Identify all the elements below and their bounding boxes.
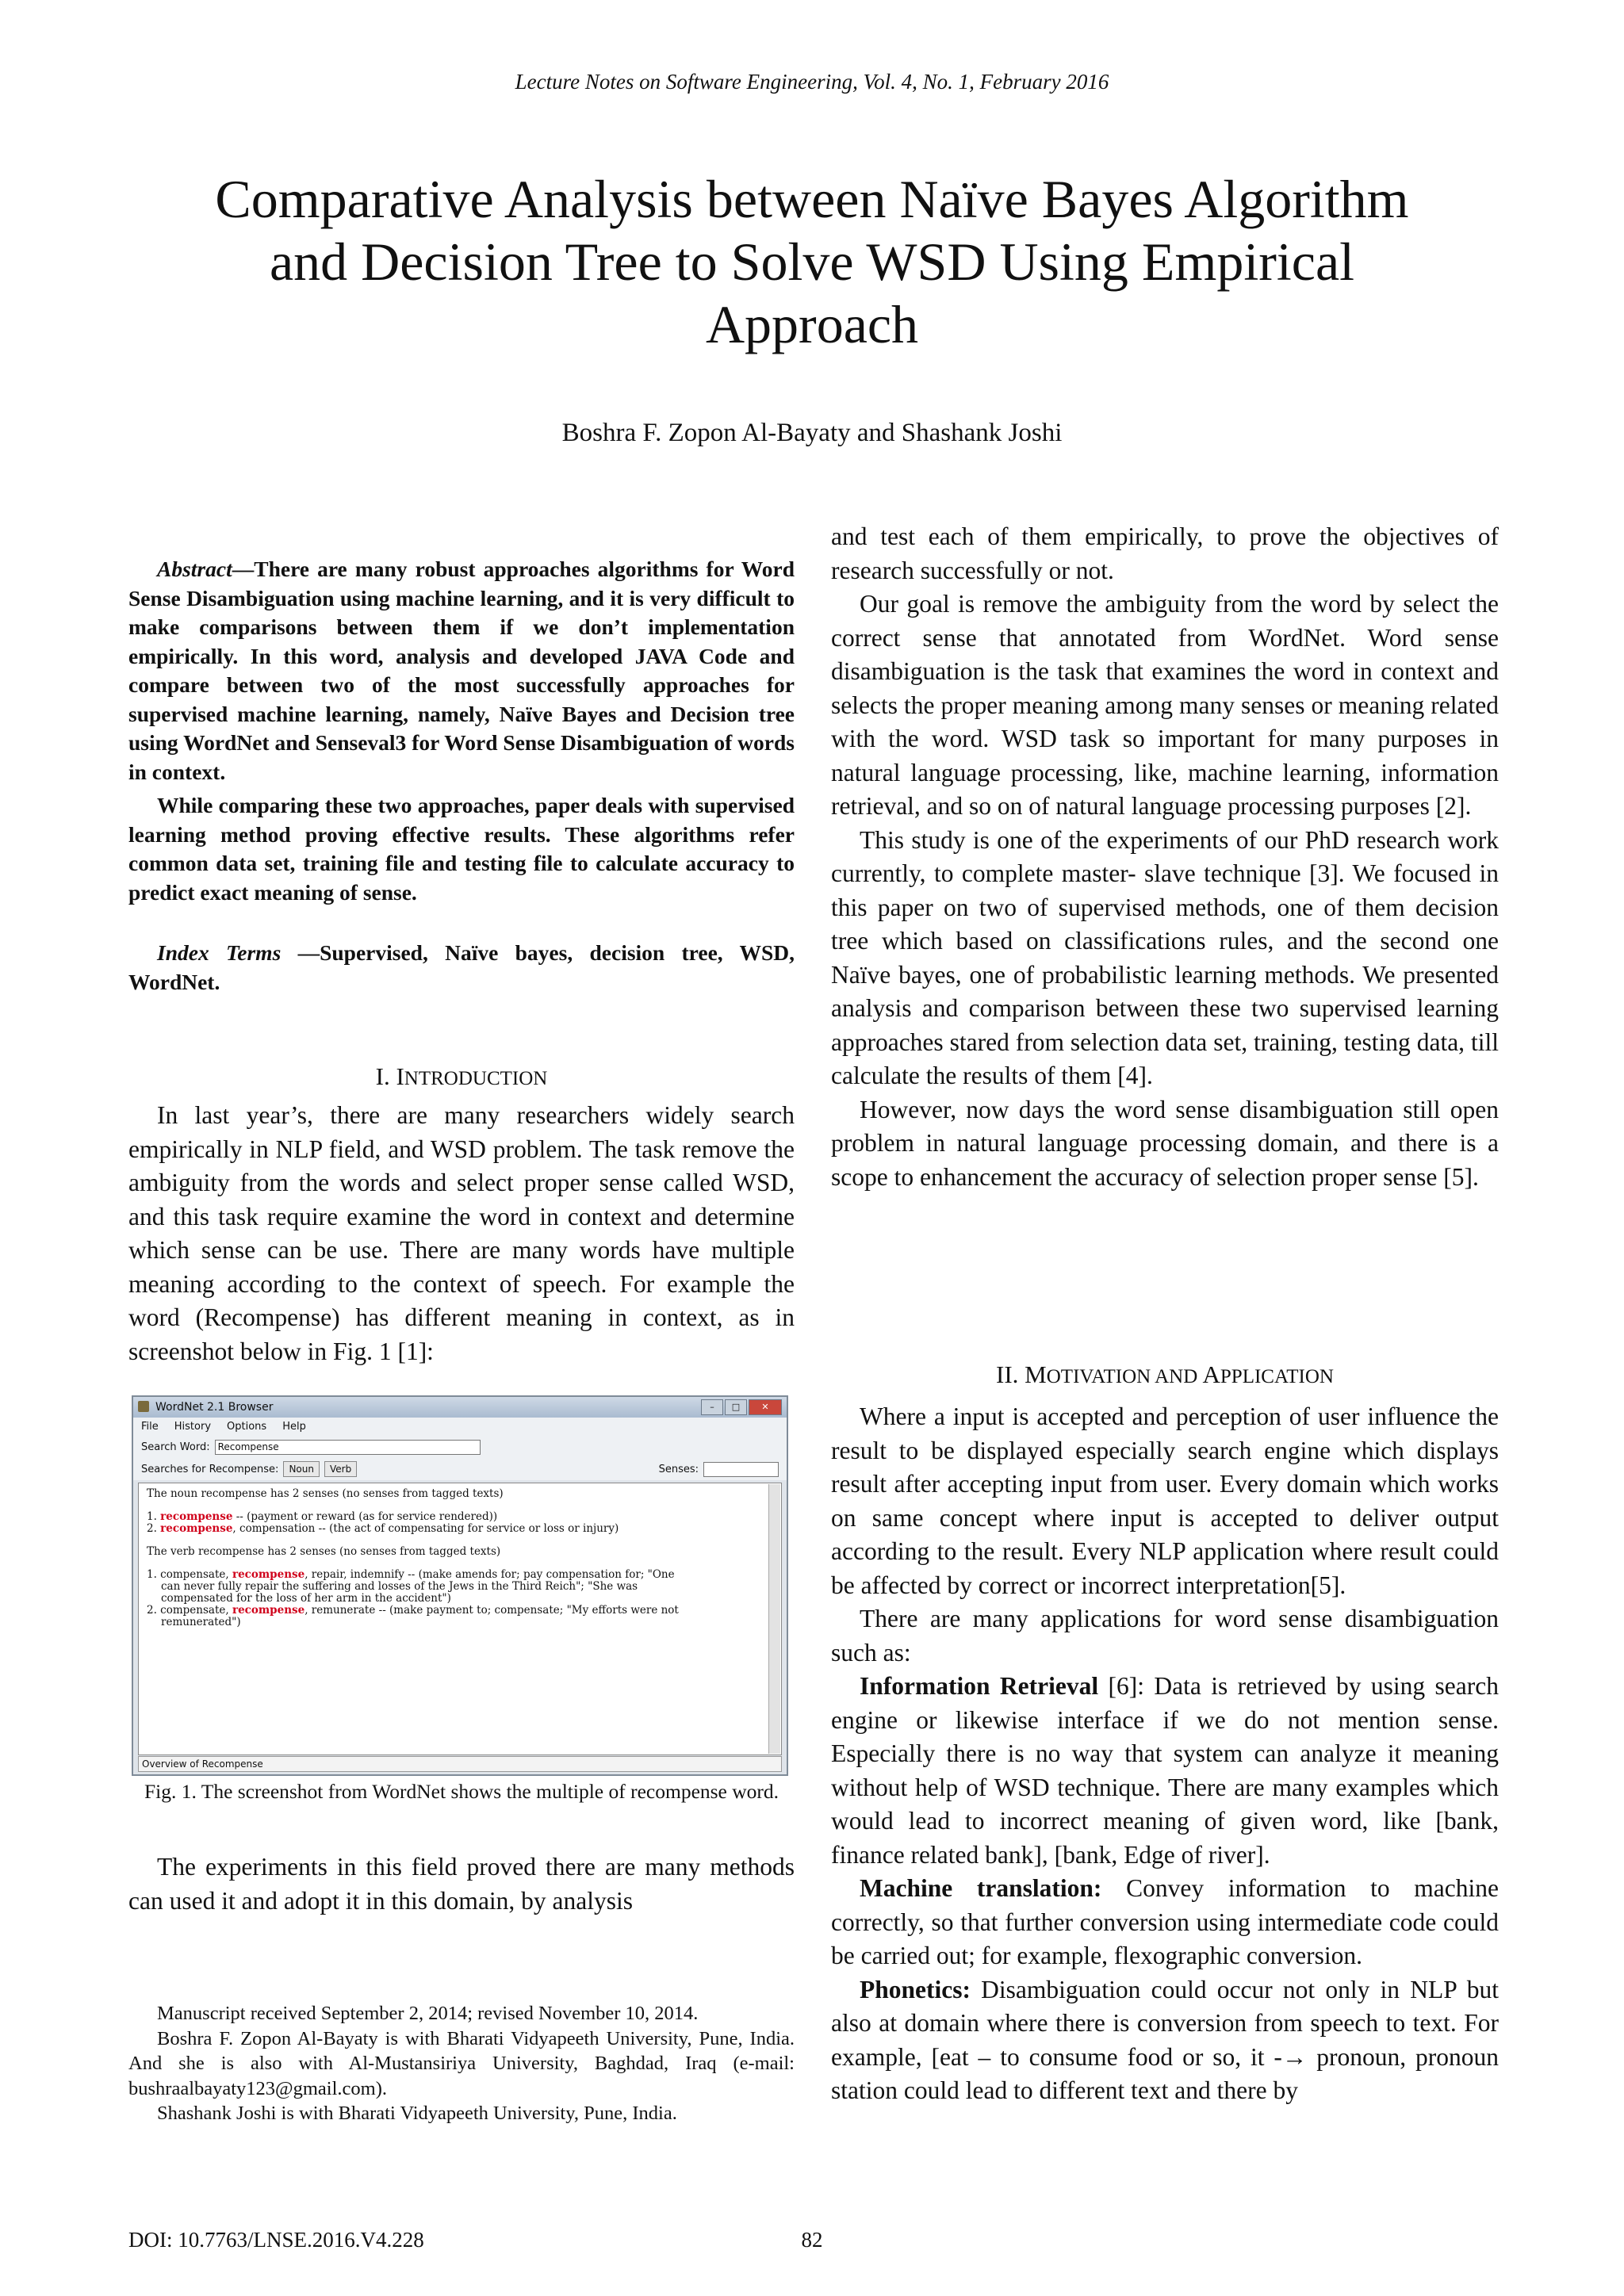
close-icon[interactable]: ✕: [749, 1399, 782, 1415]
doi: DOI: 10.7763/LNSE.2016.V4.228: [128, 2228, 424, 2252]
status-bar: Overview of Recompense: [138, 1756, 782, 1772]
noun-button[interactable]: Noun: [283, 1461, 320, 1477]
menu-bar: [133, 1418, 787, 1436]
menu-help[interactable]: Help: [282, 1421, 306, 1433]
page-number: 82: [801, 2228, 823, 2252]
window-titlebar: WordNet 2.1 Browser – □ ✕: [133, 1397, 787, 1418]
verb-button[interactable]: Verb: [324, 1461, 357, 1477]
paragraph: There are many applications for word sense disambiguation such as:: [831, 1605, 1499, 1667]
abstract-label: Abstract: [157, 557, 232, 581]
paragraph: Information Retrieval [6]: Data is retrieved by using search engine or likewise interface if we do not mention sense. Especially there is no way that system can analyze it meaning without help of WSD technique. There are many examples which would lead to incorrect meaning of given word, like [bank, finance related bank], [bank, Edge of river].: [831, 1672, 1499, 1869]
menu-options[interactable]: Options: [227, 1421, 267, 1433]
journal-header: Lecture Notes on Software Engineering, Vol. 4, No. 1, February 2016: [515, 70, 1109, 94]
index-terms-label: Index Terms: [157, 940, 282, 965]
section-heading-motivation: II. MOTIVATION AND APPLICATION: [996, 1360, 1334, 1388]
search-row: Search Word: Recompense: [133, 1436, 787, 1458]
introduction-text: [128, 1099, 795, 1368]
paragraph: In last year’s, there are many researchers widely search empirically in NLP field, and WSD problem. The task remove the ambiguity from the words and select proper sense called WSD, and this task require examine the word in context and determine which sense can be use. There are many words have multiple meaning according to the context of speech. For example the word (Recompense) has different meaning in context, as in screenshot below in Fig. 1 [1]:: [128, 1101, 795, 1365]
list-item: 1. recompense -- (payment or reward (as for service rendered)): [147, 1510, 498, 1523]
motivation-text: [831, 1400, 1499, 2108]
list-item: 2. compensate, recompense, remunerate -- (make payment to; compensate; "My efforts were not: [147, 1604, 679, 1617]
index-terms: Index Terms —Supervised, Naïve bayes, decision tree, WSD, WordNet.: [128, 940, 795, 994]
searches-row: Searches for Recompense: Noun Verb Senses:: [133, 1458, 787, 1480]
paragraph: Our goal is remove the ambiguity from the word by select the correct sense that annotated from WordNet. Word sense disambiguation is the task that examines the word in context and selects the proper meaning among many senses or meaning related with the word. WSD task so important for many purposes in natural language processing, like, machine learning, information retrieval, and so on of natural language processing purposes [2].: [831, 590, 1499, 820]
app-icon: [138, 1401, 149, 1412]
wordnet-screenshot-figure: [132, 1395, 788, 1776]
figure-caption: Fig. 1. The screenshot from WordNet shows the multiple of recompense word.: [144, 1780, 779, 1803]
menu-file[interactable]: File: [141, 1421, 159, 1433]
list-item: 2. recompense, compensation -- (the act of compensating for service or loss or injury): [147, 1522, 619, 1535]
title-line: and Decision Tree to Solve WSD Using Empirical: [269, 232, 1355, 292]
paragraph: The experiments in this field proved there are many methods can used it and adopt it in this domain, by analysis: [128, 1853, 795, 1915]
paragraph: and test each of them empirically, to prove the objectives of research successfully or not.: [831, 522, 1499, 584]
authors: Boshra F. Zopon Al-Bayaty and Shashank Joshi: [561, 419, 1063, 447]
list-item: 1. compensate, recompense, repair, indemnify -- (make amends for; pay compensation for; "One: [147, 1568, 675, 1581]
abstract-paragraph: Abstract—There are many robust approaches algorithms for Word Sense Disambiguation using machine learning, and it is very difficult to make comparisons between them if we don’t implementation empirically. In this word, analysis and developed JAVA Code and compare between two of the most successfully approaches for supervised machine learning, namely, Naïve Bayes and Decision tree using WordNet and Senseval3 for Word Sense Disambiguation of words in context.: [128, 557, 795, 784]
search-input[interactable]: Recompense: [215, 1440, 481, 1455]
paragraph: Machine translation: Convey information to machine correctly, so that further conversion using intermediate code could be carried out; for example, flexographic conversion.: [831, 1874, 1499, 1969]
section-heading-introduction: I. INTRODUCTION: [375, 1062, 548, 1090]
paragraph: Where a input is accepted and perception of user influence the result to be displayed especially search engine which displays result after accepting input from user. Every domain which works on same concept where input is accepted to deliver output according to the result. Every NLP application where result could be affected by correct or incorrect interpretation[5].: [831, 1402, 1499, 1599]
paragraph: Phonetics: Disambiguation could occur not only in NLP but also at domain where there is conversion from speech to text. For example, [eat – to consume food or so, it -→ pronoun, pronoun station could lead to different text and there by: [831, 1975, 1499, 2104]
footnote: Manuscript received September 2, 2014; revised November 10, 2014. Boshra F. Zopon Al-Bayaty is with Bharati Vidyapeeth University, Pune, India. And she is also with Al-Mustansiriya University, Baghdad, Iraq (e-mail: bushraalbayaty123@gmail.com). Shashank Joshi is with Bharati Vidyapeeth University, Pune, India.: [128, 2003, 795, 2124]
maximize-icon[interactable]: □: [725, 1399, 747, 1415]
paper-title: [143, 168, 1481, 356]
right-column-text: [831, 520, 1499, 1194]
title-line: Comparative Analysis between Naïve Bayes Algorithm: [215, 169, 1409, 229]
minimize-icon[interactable]: –: [701, 1399, 723, 1415]
abstract: [128, 555, 795, 912]
title-line: Approach: [705, 294, 919, 354]
introduction-text-continued: [128, 1850, 795, 1918]
paragraph: However, now days the word sense disambiguation still open problem in natural language processing domain, and there is a scope to enhancement the accuracy of selection proper sense [5].: [831, 1095, 1499, 1191]
paragraph: This study is one of the experiments of our PhD research work currently, to complete master- slave technique [3]. We focused in this paper on two of supervised methods, one of them decision tree which based on classifications rules, and the second one Naïve bayes, one of probabilistic learning methods. We presented analysis and comparison between these two supervised learning approaches stared from selection data set, training, testing data, till calculate the results of them [4].: [831, 825, 1499, 1089]
abstract-paragraph: While comparing these two approaches, paper deals with supervised learning method proving effective results. These algorithms refer common data set, training file and testing file to calculate accuracy to predict exact meaning of sense.: [128, 793, 795, 905]
senses-input[interactable]: [703, 1462, 779, 1477]
scrollbar[interactable]: [768, 1484, 780, 1754]
results-pane: The noun recompense has 2 senses (no senses from tagged texts) 1. recompense -- (payment or reward (as for service rendered)) 2. recompense, compensation -- (the act of compensating for service or loss or injury) The verb recompense has 2 senses (no senses from tagged texts) 1. compensate, recompense, repair, indemnify -- (make amends for; pay compensation for; "One can never fully repair the suffering and losses of the Jews in the Third Reich"; "She was compensated for the loss of her arm in the accident") 2. compensate, recompense, remunerate -- (make payment to; compensate; "My efforts were not remunerated"): [138, 1483, 782, 1755]
menu-history[interactable]: History: [174, 1421, 212, 1433]
